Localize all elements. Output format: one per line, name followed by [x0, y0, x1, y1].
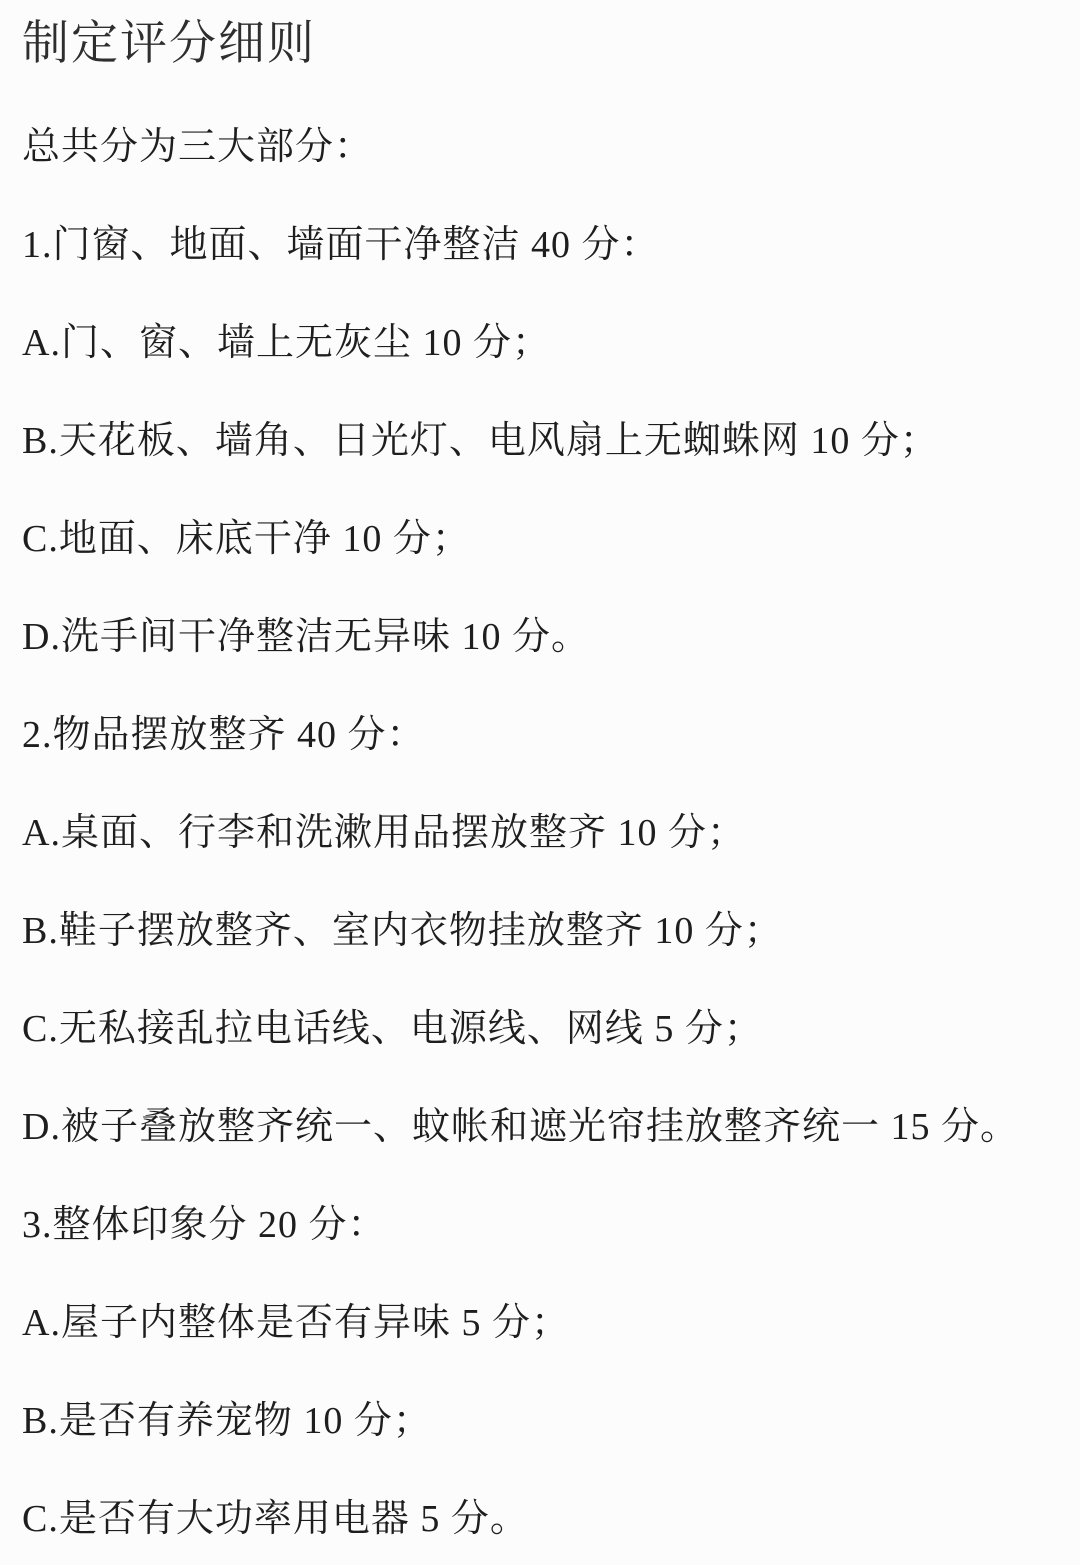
section-3-item-b: B.是否有养宠物 10 分；: [22, 1400, 432, 1442]
section-1-item-c: C.地面、床底干净 10 分；: [22, 518, 471, 560]
page-title: 制定评分细则: [22, 18, 316, 70]
section-2-item-c: C.无私接乱拉电话线、电源线、网线 5 分；: [22, 1008, 763, 1050]
section-1-item-d: D.洗手间干净整洁无异味 10 分。: [22, 616, 590, 658]
intro-text: 总共分为三大部分：: [22, 126, 374, 168]
section-2-item-d: D.被子叠放整齐统一、蚊帐和遮光帘挂放整齐统一 15 分。: [22, 1106, 1019, 1148]
section-2-item-b: B.鞋子摆放整齐、室内衣物挂放整齐 10 分；: [22, 910, 783, 952]
section-3-heading: 3.整体印象分 20 分：: [22, 1204, 387, 1246]
section-2-heading: 2.物品摆放整齐 40 分：: [22, 714, 426, 756]
section-3-item-c: C.是否有大功率用电器 5 分。: [22, 1498, 529, 1540]
section-3-item-a: A.屋子内整体是否有异味 5 分；: [22, 1302, 570, 1344]
section-2-item-a: A.桌面、行李和洗漱用品摆放整齐 10 分；: [22, 812, 746, 854]
section-1-item-a: A.门、窗、墙上无灰尘 10 分；: [22, 322, 551, 364]
section-1-item-b: B.天花板、墙角、日光灯、电风扇上无蜘蛛网 10 分；: [22, 420, 939, 462]
section-1-heading: 1.门窗、地面、墙面干净整洁 40 分：: [22, 224, 660, 266]
